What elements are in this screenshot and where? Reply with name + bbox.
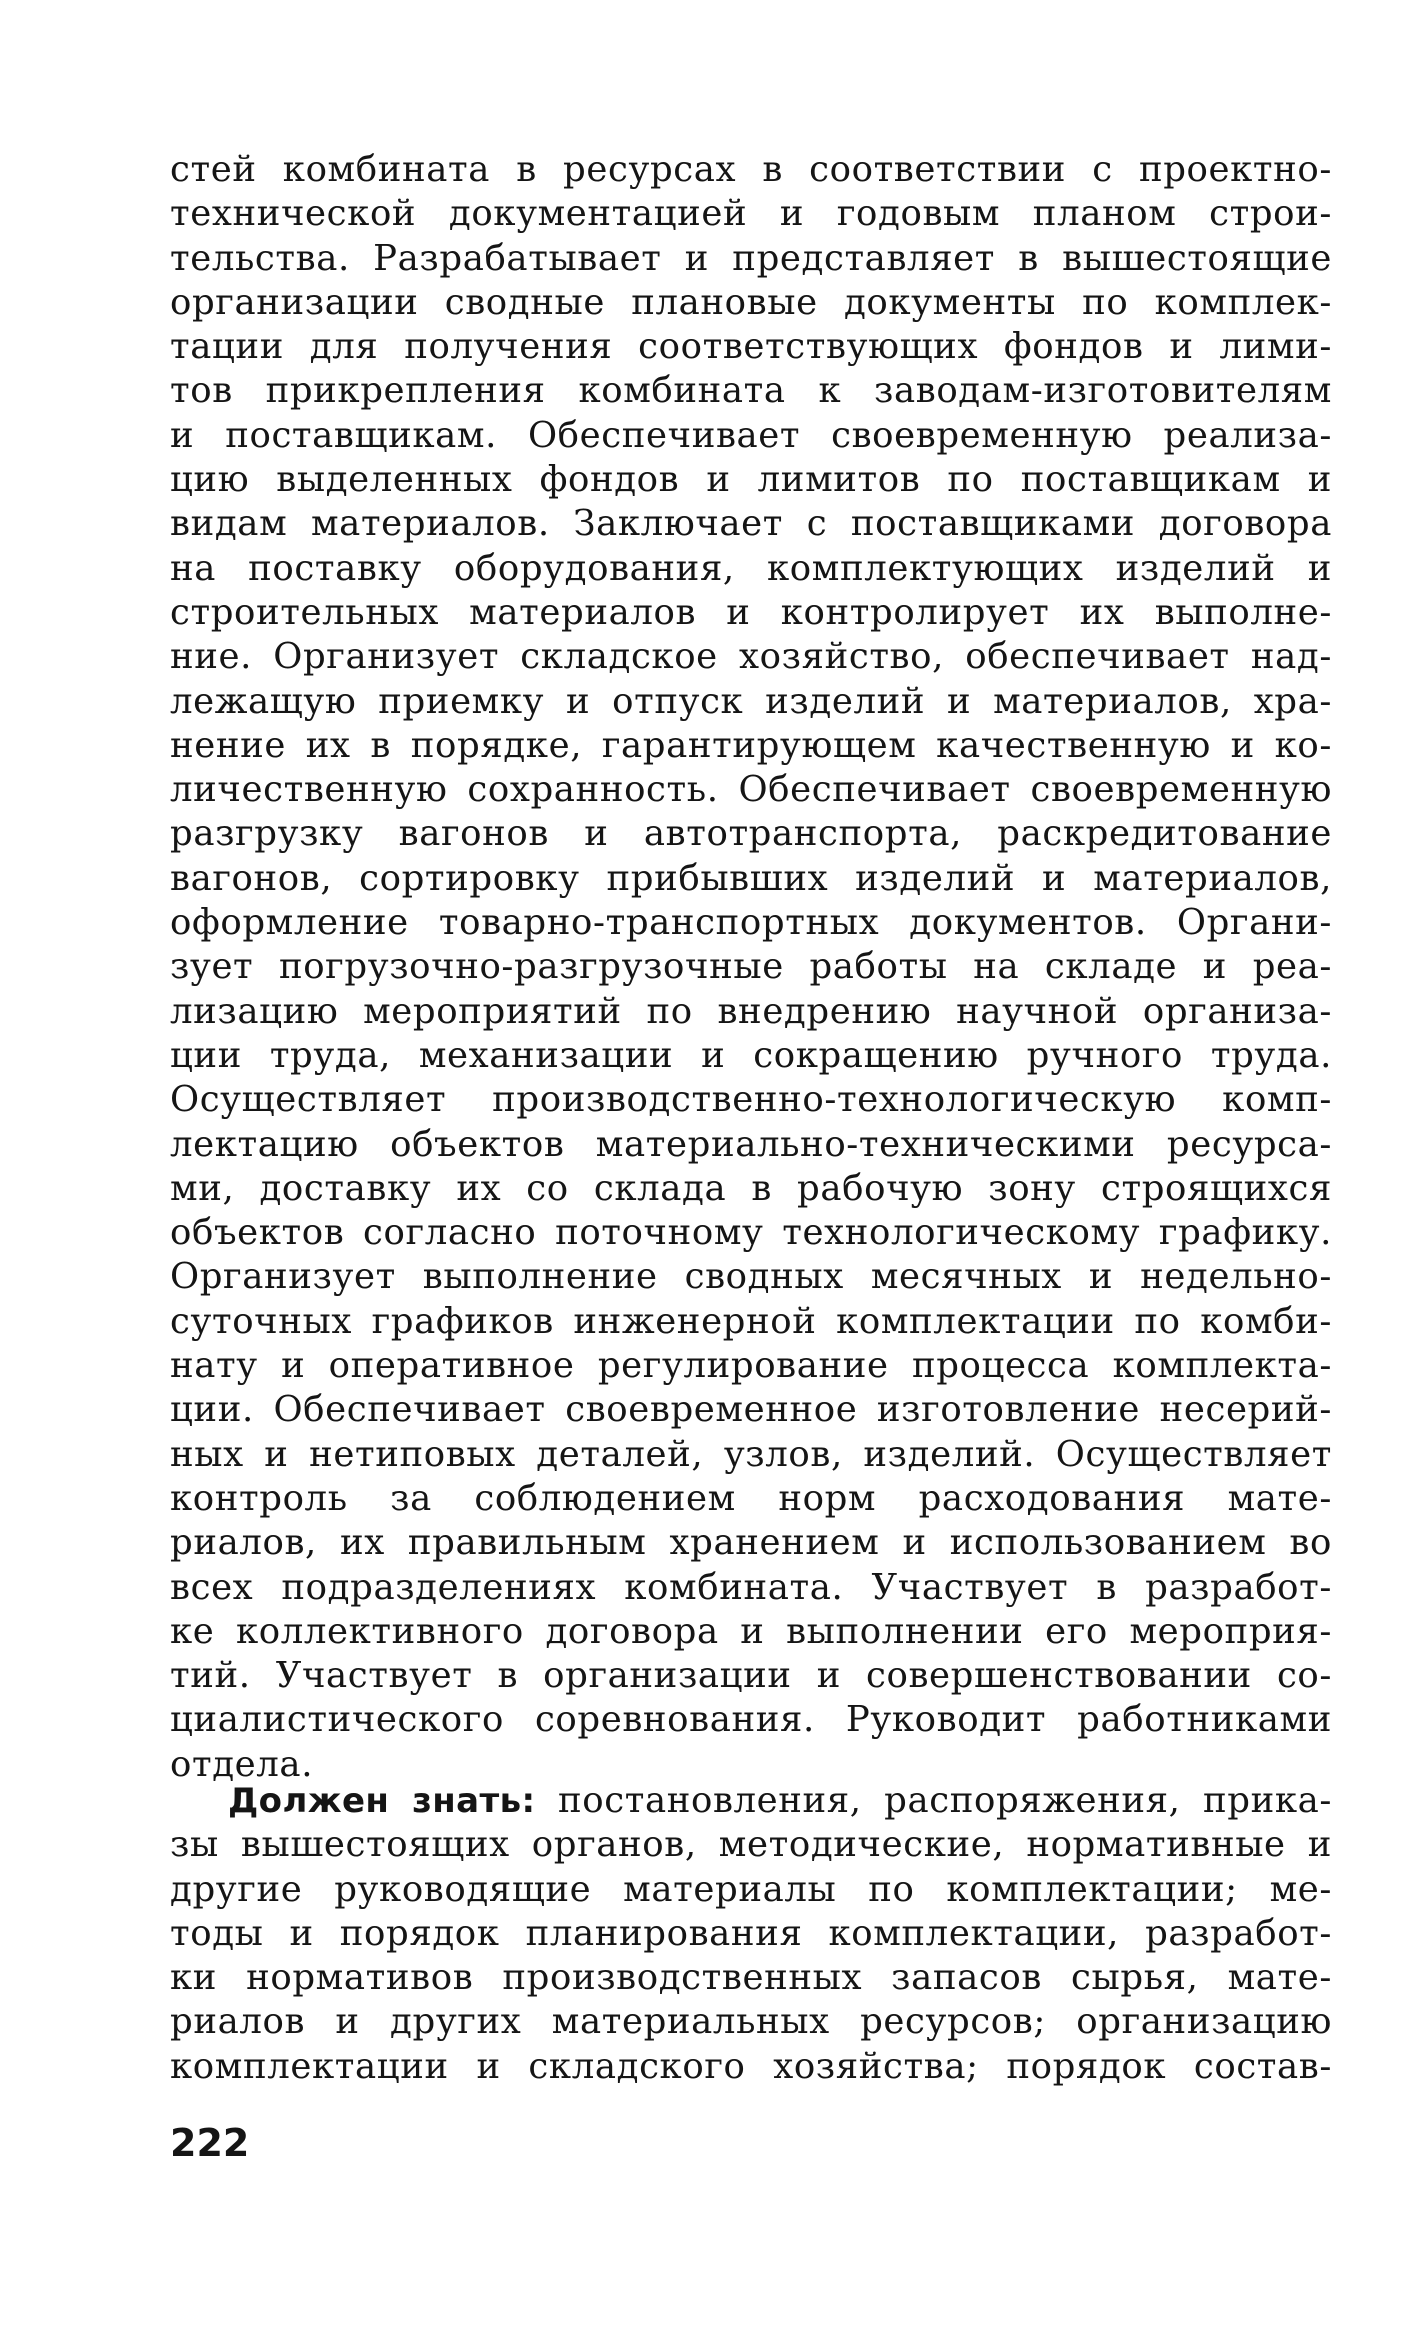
text-line: личественную сохранность. Обеспечивает своевременную <box>170 769 1332 811</box>
text-line: ние. Организует складское хозяйство, обеспечивает над- <box>170 636 1332 678</box>
text-line: ции труда, механизации и сокращению ручного труда. <box>170 1034 1332 1076</box>
text-line: тоды и порядок планирования комплектации, разработ- <box>170 1912 1332 1954</box>
text-line: комплектации и складского хозяйства; порядок состав- <box>170 2045 1332 2087</box>
text-line: стей комбината в ресурсах в соответствии с проектно- <box>170 149 1332 190</box>
text-line: отдела. <box>170 1743 314 1785</box>
text-line: объектов согласно поточному технологическому графику. <box>170 1212 1332 1254</box>
text-line: и поставщикам. Обеспечивает своевременную реализа- <box>170 414 1332 456</box>
text-line: зует погрузочно-разгрузочные работы на складе и реа- <box>170 946 1332 988</box>
text-line: ции. Обеспечивает своевременное изготовление несерий- <box>170 1389 1332 1431</box>
text-line: зы вышестоящих органов, методические, нормативные и <box>170 1824 1332 1866</box>
text-line: технической документацией и годовым планом строи- <box>170 193 1332 235</box>
text-line: ми, доставку их со склада в рабочую зону строящихся <box>170 1167 1332 1209</box>
job-duties-paragraph <box>170 148 1332 1787</box>
text-line: организации сводные плановые документы по комплек- <box>170 281 1332 323</box>
text-line: Организует выполнение сводных месячных и недельно- <box>170 1256 1332 1298</box>
text-line: тации для получения соответствующих фондов и лими- <box>170 326 1332 368</box>
text-line: ки нормативов производственных запасов сырья, мате- <box>170 1957 1332 1999</box>
text-line: нату и оперативное регулирование процесса комплекта- <box>170 1345 1332 1387</box>
text-line: вагонов, сортировку прибывших изделий и материалов, <box>170 857 1332 899</box>
text-line: тельства. Разрабатывает и представляет в вышестоящие <box>170 237 1332 279</box>
text-line <box>170 1779 1332 1823</box>
text-line: лизацию мероприятий по внедрению научной организа- <box>170 990 1332 1032</box>
page-number: 222 <box>170 2121 250 2165</box>
text-line: лежащую приемку и отпуск изделий и материалов, хра- <box>170 680 1332 722</box>
text-line: ных и нетиповых деталей, узлов, изделий. Осуществляет <box>170 1433 1332 1475</box>
text-line: тий. Участвует в организации и совершенствовании со- <box>170 1655 1332 1697</box>
text-line: на поставку оборудования, комплектующих изделий и <box>170 547 1332 589</box>
lead-continuation: постановления, распоряжения, прика- <box>535 1780 1332 1821</box>
required-knowledge-paragraph <box>170 1779 1332 2089</box>
text-line: суточных графиков инженерной комплектации по комби- <box>170 1300 1332 1342</box>
text-line: риалов и других материальных ресурсов; организацию <box>170 2001 1332 2043</box>
text-line: разгрузку вагонов и автотранспорта, раскредитование <box>170 813 1332 855</box>
text-line: риалов, их правильным хранением и использованием во <box>170 1522 1332 1564</box>
lead-heading: Должен знать: <box>228 1781 536 1821</box>
text-line: оформление товарно-транспортных документов. Органи- <box>170 902 1332 944</box>
text-line: циалистического соревнования. Руководит работниками <box>170 1699 1332 1741</box>
text-line: видам материалов. Заключает с поставщиками договора <box>170 503 1332 545</box>
text-line: тов прикрепления комбината к заводам-изготовителям <box>170 370 1332 412</box>
text-line: Осуществляет производственно-технологическую комп- <box>170 1079 1332 1121</box>
text-line: другие руководящие материалы по комплектации; ме- <box>170 1868 1332 1910</box>
text-line: контроль за соблюдением норм расходования мате- <box>170 1477 1332 1519</box>
text-line: всех подразделениях комбината. Участвует в разработ- <box>170 1566 1332 1608</box>
text-line: строительных материалов и контролирует их выполне- <box>170 591 1332 633</box>
text-line: ке коллективного договора и выполнении его мероприя- <box>170 1610 1332 1652</box>
text-line: лектацию объектов материально-техническими ресурса- <box>170 1123 1332 1165</box>
text-line: цию выделенных фондов и лимитов по поставщикам и <box>170 459 1332 501</box>
text-line: нение их в порядке, гарантирующем качественную и ко- <box>170 724 1332 766</box>
